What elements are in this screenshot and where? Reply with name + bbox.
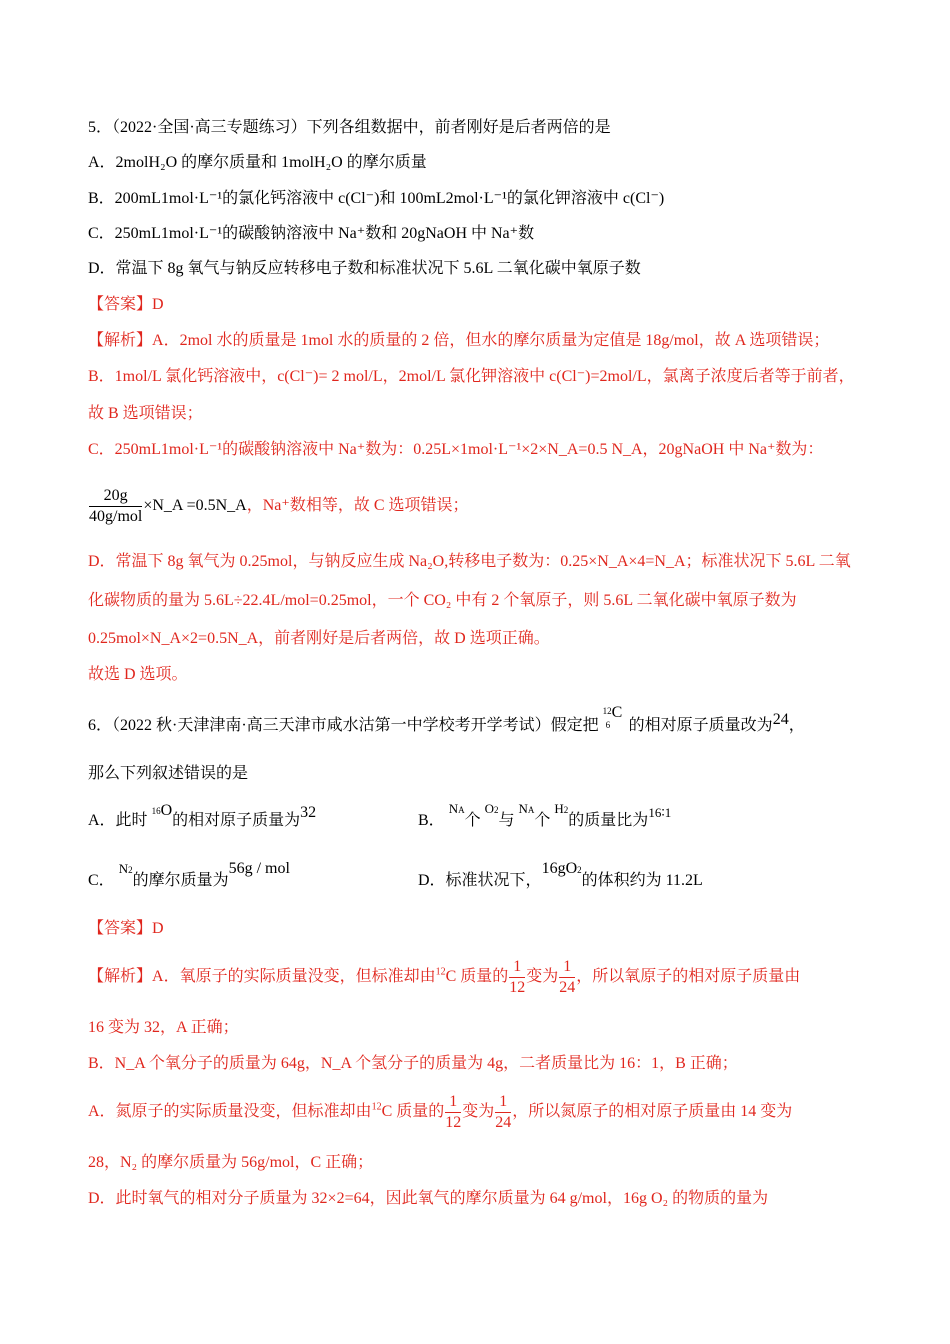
q6-option-a-value: 32 bbox=[300, 804, 317, 821]
q5-explanation-d1: D．常温下 8g 氧气为 0.25mol，与钠反应生成 Na₂O,转移电子数为：0.25×N_A×4=N_A；标准状况下 5.6L 二氧 bbox=[88, 553, 851, 570]
q6-option-b-tail: 的质量比为 bbox=[568, 812, 649, 829]
q6-stem-2: 那么下列叙述错误的是 bbox=[88, 765, 249, 782]
q6-c12-sup: 12 bbox=[435, 966, 446, 978]
q6-fraction-1-12-den: 12 bbox=[509, 978, 526, 996]
q5-option-c: C．250mL1mol·L⁻¹的碳酸钠溶液中 Na⁺数和 20gNaOH 中 Na⁺数 bbox=[88, 225, 535, 242]
q6-fraction-1-24-b-num: 1 bbox=[495, 1092, 511, 1113]
q6-16g-o2: 16gO2 bbox=[541, 860, 582, 877]
q5-explanation-b2: 故 B 选项错误； bbox=[88, 405, 203, 422]
q6-fraction-1-12-b-den: 12 bbox=[445, 1113, 462, 1131]
q6-option-c-mid: 的摩尔质量为 bbox=[132, 872, 229, 889]
q6-explanation-a1-bian: 变为 bbox=[526, 968, 559, 985]
q6-option-c bbox=[88, 860, 290, 893]
q6-option-b-ge-2: 个 bbox=[534, 812, 551, 829]
q5-option-d: D．常温下 8g 氧气与钠反应转移电子数和标准状况下 5.6L 二氧化碳中氧原子数 bbox=[88, 260, 641, 277]
q5-fraction-denominator: 40g/mol bbox=[89, 508, 143, 525]
q5-explanation-c2 bbox=[88, 486, 469, 527]
q5-explanation-b1: B．1mol/L 氯化钙溶液中，c(Cl⁻)= 2 mol/L，2mol/L 氯化钾溶液中 c(Cl⁻)=2mol/L，氯离子浓度后者等于前者， bbox=[88, 368, 855, 385]
q6-n2: N2 bbox=[118, 861, 133, 876]
q6-fraction-1-12 bbox=[509, 957, 525, 998]
q6-explanation-c1-tail: ，所以氮原子的相对原子质量由 14 变为 bbox=[512, 1103, 793, 1120]
q6-option-d bbox=[418, 860, 703, 893]
q6-explanation-label: 【解析】 bbox=[88, 968, 153, 985]
q6-explanation-a1-pre: A．氧原子的实际质量没变，但标准却由 bbox=[152, 968, 436, 985]
q5-explanation-d3: 0.25mol×N_A×2=0.5N_A，前者刚好是后者两倍，故 D 选项正确。 bbox=[88, 630, 550, 647]
q6-option-d-tail: 的体积约为 11.2L bbox=[581, 872, 703, 889]
q6-explanation-c2: 28，N₂ 的摩尔质量为 56g/mol，C 正确； bbox=[88, 1154, 374, 1171]
q6-fraction-1-24 bbox=[559, 957, 575, 998]
q6-option-c-pre: C． bbox=[88, 872, 115, 889]
q6-explanation-c1-mid: C 质量的 bbox=[381, 1103, 445, 1120]
q6-explanation-c1 bbox=[88, 1090, 792, 1134]
q6-fraction-1-12-b-num: 1 bbox=[445, 1092, 461, 1113]
q5-option-a: A．2molH₂O 的摩尔质量和 1molH₂O 的摩尔质量 bbox=[88, 154, 427, 171]
q6-explanation-b: B．N_A 个氧分子的质量为 64g，N_A 个氢分子的质量为 4g，二者质量比为 16：1，B 正确； bbox=[88, 1055, 738, 1072]
q6-na-1: NA bbox=[448, 801, 465, 816]
q5-option-b: B．200mL1mol·L⁻¹的氯化钙溶液中 c(Cl⁻)和 100mL2mol·L⁻¹的氯化钾溶液中 c(Cl⁻) bbox=[88, 190, 665, 207]
q6-stem-pre: 6．（2022 秋·天津津南·高三天津市咸水沽第一中学校考开学考试）假定把 bbox=[88, 717, 599, 734]
q6-explanation-d: D．此时氧气的相对分子质量为 32×2=64，因此氧气的摩尔质量为 64 g/mol，16g O₂ 的物质的量为 bbox=[88, 1190, 769, 1207]
q5-explanation-c1: C．250mL1mol·L⁻¹的碳酸钠溶液中 Na⁺数为：0.25L×1mol·L⁻¹×2×N_A=0.5 N_A，20gNaOH 中 Na⁺数为： bbox=[88, 441, 824, 458]
q6-fraction-1-24-num: 1 bbox=[559, 957, 575, 978]
q5-answer: 【答案】D bbox=[88, 296, 164, 313]
q6-answer: 【答案】D bbox=[88, 920, 164, 937]
q6-oxygen-16: $^{16}$O bbox=[151, 802, 173, 819]
q6-carbon-12: 12 6 C bbox=[602, 704, 623, 730]
q6-stem-value: 24 bbox=[772, 711, 789, 728]
q6-explanation-a2: 16 变为 32，A 正确； bbox=[88, 1019, 239, 1036]
q6-option-b-ge-1: 个 bbox=[464, 812, 481, 829]
q6-option-a bbox=[88, 802, 317, 832]
q5-conclusion: 故选 D 选项。 bbox=[88, 666, 188, 683]
q6-option-a-mid: 的相对原子质量为 bbox=[172, 812, 301, 829]
q6-explanation-c1-pre: A．氮原子的实际质量没变，但标准却由 bbox=[88, 1103, 372, 1120]
q6-option-b-pre: B． bbox=[418, 812, 445, 829]
q6-option-b-value: 16∶1 bbox=[648, 805, 672, 820]
q5-explanation-d2: 化碳物质的量为 5.6L÷22.4L/mol=0.25mol，一个 CO₂ 中有 2 个氧原子，则 5.6L 二氧化碳中氧原子数为 bbox=[88, 592, 797, 609]
q6-fraction-1-24-b bbox=[495, 1092, 511, 1133]
q5-explanation-c2-tail: ，Na⁺数相等，故 C 选项错误； bbox=[246, 497, 469, 515]
q6-option-b bbox=[418, 801, 672, 833]
q5-fraction-rest: ×N_A =0.5N_A bbox=[143, 497, 247, 515]
q5-stem: 5．（2022·全国·高三专题练习）下列各组数据中，前者刚好是后者两倍的是 bbox=[88, 119, 611, 136]
q6-option-a-pre: A．此时 bbox=[88, 812, 148, 829]
q6-explanation-c1-bian: 变为 bbox=[462, 1103, 495, 1120]
q6-fraction-1-24-den: 24 bbox=[559, 978, 576, 996]
q6-h2: H2 bbox=[554, 801, 569, 816]
q5-explanation-a-text: A．2mol 水的质量是 1mol 水的质量的 2 倍，但水的摩尔质量为定值是 18g/mol，故 A 选项错误； bbox=[152, 332, 830, 349]
q6-option-c-value: 56g / mol bbox=[228, 860, 290, 877]
q6-explanation-a1 bbox=[88, 955, 800, 999]
q5-fraction bbox=[89, 486, 142, 527]
q6-option-d-pre: D．标准状况下， bbox=[418, 872, 542, 889]
q6-c12-sup-2: 12 bbox=[371, 1101, 382, 1113]
q6-option-b-yu: 与 bbox=[498, 812, 515, 829]
q5-explanation-a bbox=[88, 330, 829, 352]
q6-stem: 6．（2022 秋·天津津南·高三天津市咸水沽第一中学校考开学考试）假定把 12 6 C 的相对原子质量改为24， bbox=[88, 704, 805, 734]
q6-stem-mid: 的相对原子质量改为 bbox=[628, 717, 773, 734]
q5-fraction-numerator: 20g bbox=[89, 486, 142, 507]
q6-o2: O2 bbox=[484, 801, 499, 816]
q6-na-2: NA bbox=[518, 801, 535, 816]
q6-explanation-a1-mid: C 质量的 bbox=[445, 968, 509, 985]
q6-fraction-1-12-num: 1 bbox=[509, 957, 525, 978]
q6-explanation-a1-tail: ，所以氧原子的相对原子质量由 bbox=[576, 968, 801, 985]
q6-fraction-1-12-b bbox=[445, 1092, 461, 1133]
q6-fraction-1-24-b-den: 24 bbox=[495, 1113, 512, 1131]
q5-explanation-label: 【解析】 bbox=[88, 332, 153, 349]
